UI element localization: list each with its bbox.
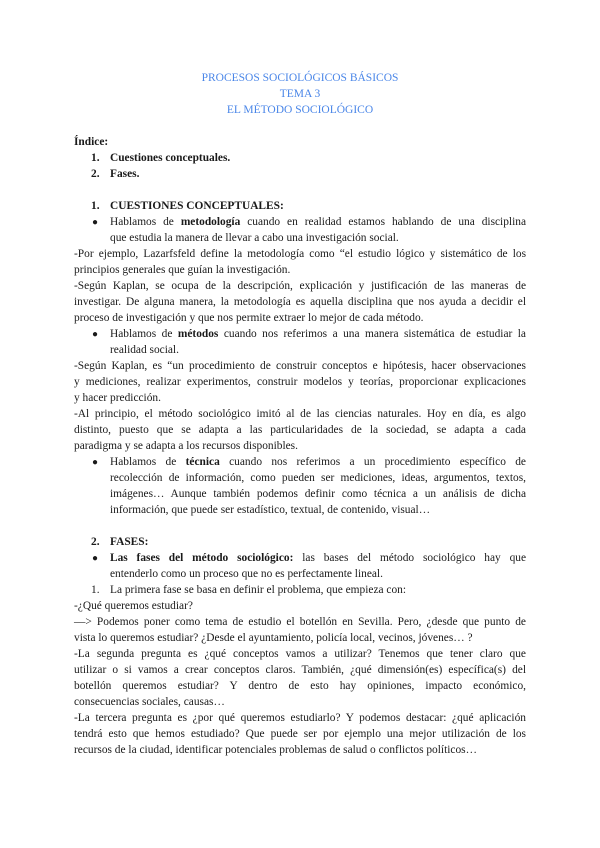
paragraph-line: —> Podemos poner como tema de estudio el botellón en Sevilla. Pero, ¿desde que punto de <box>74 616 526 628</box>
term-tecnica: técnica <box>185 456 220 468</box>
paragraph-line: utilizar o si vamos a crear conceptos claros. También, ¿qué dimensión(es) específica(s) del <box>74 664 526 676</box>
paragraph-line: y mediciones, realizar experimentos, construir modelos y teorías, proporcionar explicaciones <box>74 376 526 388</box>
paragraph-line: -La tercera pregunta es ¿por qué queremos estudiarlo? Y podemos destacar: ¿qué aplicación <box>74 712 526 724</box>
index-item-number: 2. <box>91 168 100 180</box>
bullet-text-line: Hablamos de métodos cuando nos referimos a una manera sistemática de estudiar la <box>110 328 526 340</box>
bullet-text-line: imágenes… Aunque también podemos definir como técnica a un análisis de dicha <box>110 488 526 500</box>
paragraph-line: botellón queremos estudiar? Y dentro de esto hay opiniones, impacto económico, <box>74 680 526 692</box>
paragraph-line: investigar. De alguna manera, la metodología es aquella disciplina que nos ayuda a decidir el <box>74 296 526 308</box>
paragraph-line: -La segunda pregunta es ¿qué conceptos vamos a utilizar? Tenemos que tener claro que <box>74 648 526 660</box>
section-number: 1. <box>91 200 100 212</box>
paragraph-line: -Al principio, el método sociológico imitó al de las ciencias naturales. Hoy en día, es algo <box>74 408 526 420</box>
document-header <box>0 70 600 118</box>
bullet-text-line: Hablamos de técnica cuando nos referimos a un procedimiento específico de <box>110 456 526 468</box>
bullet-text-line: Las fases del método sociológico: las bases del método sociológico hay que <box>110 552 527 564</box>
bullet-text-line: recolección de información, como pueden ser mediciones, ideas, argumentos, textos, <box>110 472 526 484</box>
bullet-text-line: entenderlo como un proceso que no es perfectamente lineal. <box>110 568 383 580</box>
list-item-text: La primera fase se basa en definir el problema, que empieza con: <box>110 584 407 596</box>
paragraph-line: y hacer predicción. <box>74 392 161 404</box>
bullet-icon: ● <box>92 217 99 228</box>
topic-title: EL MÉTODO SOCIOLÓGICO <box>226 104 374 116</box>
index-title: Índice: <box>74 136 109 148</box>
paragraph-line: -Por ejemplo, Lazarfsfeld define la metodología como “el estudio lógico y sistemático de los <box>74 248 526 260</box>
bullet-icon: ● <box>92 457 99 468</box>
paragraph-line: distinto, puesto que se adapta a las particularidades de la sociedad, se adapta a cada <box>74 424 526 436</box>
course-title: PROCESOS SOCIOLÓGICOS BÁSICOS <box>201 72 399 84</box>
section-heading: FASES: <box>110 536 149 548</box>
paragraph-line: consecuencias sociales, causas… <box>74 696 225 708</box>
section-number: 2. <box>91 536 100 548</box>
bullet-text-line: información, que puede ser estadístico, textual, de contenido, visual… <box>110 504 431 516</box>
index-item-label: Fases. <box>110 168 140 180</box>
paragraph-line: paradigma y se adapta a los recursos disponibles. <box>74 440 298 452</box>
topic-number: TEMA 3 <box>279 88 321 100</box>
bullet-text-line: realidad social. <box>110 344 179 356</box>
paragraph-line: vista lo queremos estudiar? ¿Desde el ayuntamiento, policía local, vecinos, jóvenes… ? <box>74 632 473 644</box>
paragraph-line: tendrá esto que hemos estudiado? Que puede ser por ejemplo una mejor utilización de los <box>74 728 526 740</box>
term-metodos: métodos <box>177 328 219 340</box>
paragraph-line: -Según Kaplan, es “un procedimiento de construir conceptos e hipótesis, hacer observaciones <box>74 360 526 372</box>
paragraph-line: proceso de investigación y que nos permite extraer lo mejor de cada método. <box>74 312 424 324</box>
paragraph-line: recursos de la ciudad, identificar potenciales problemas de salud o conflictos políticos… <box>74 744 477 756</box>
paragraph-line: -Según Kaplan, se ocupa de la descripción, explicación y justificación de las maneras de <box>74 280 526 292</box>
term-fases: Las fases del método sociológico: <box>110 552 294 564</box>
question-line: -¿Qué queremos estudiar? <box>74 600 193 612</box>
index-item-label: Cuestiones conceptuales. <box>110 152 231 164</box>
term-metodologia: metodología <box>180 216 241 228</box>
section-heading: CUESTIONES CONCEPTUALES: <box>110 200 284 212</box>
list-number: 1. <box>91 584 100 596</box>
bullet-text-line: Hablamos de metodología cuando en realidad estamos hablando de una disciplina <box>110 216 527 228</box>
bullet-icon: ● <box>92 329 99 340</box>
index-item-number: 1. <box>91 152 100 164</box>
bullet-text-line: que estudia la manera de llevar a cabo una investigación social. <box>110 232 399 244</box>
bullet-icon: ● <box>92 553 99 564</box>
paragraph-line: principios generales que guían la investigación. <box>74 264 291 276</box>
